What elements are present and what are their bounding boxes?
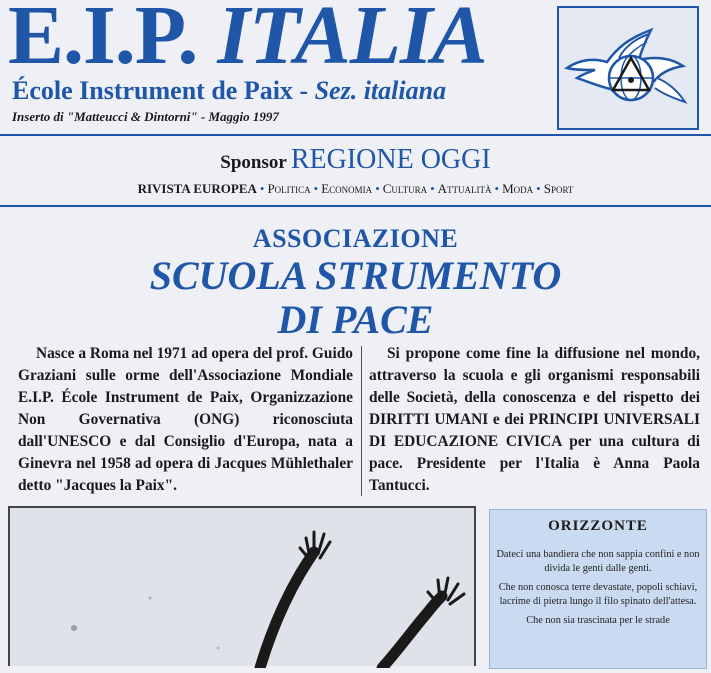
poem-box [489,509,707,669]
sponsor-name: REGIONE OGGI [290,144,491,175]
bullet-separator: • [313,181,319,196]
subtitle-section: Sez. italiana [314,76,447,105]
bullet-separator: • [375,181,380,196]
article-column-right: Si propone come fine la diffusione nel mondo, attraverso la scuola e gli organismi responsabili delle Società, della conoscenza e del rispetto dei DIRITTI UMANI e dei PRINCIPI UNIVERSALI DI EDUCAZIONE CIVICA per una cultura di pace. Presidente per l'Italia è Anna Paola Tantucci. [369,345,700,494]
article-kicker: ASSOCIAZIONE [252,224,459,253]
newspaper-title [8,0,487,82]
sponsor-rule [0,205,711,207]
article-column-left: Nasce a Roma nel 1971 ad opera del prof. Guido Graziani sulle orme dell'Associazione Mondiale E.I.P. École Instrument de Paix, Organizzazione Non Governativa (ONG) riconosciuta dall'UNESCO e dal Consiglio d'Europa, nata a Ginevra nel 1958 ad opera di Jacques Mühlethaler detto "Jacques la Paix". [18,345,353,494]
right-arm [382,596,442,668]
masthead [0,0,711,130]
dove-globe-logo-icon [559,8,697,128]
left-arm [260,552,314,668]
photo-speck [148,596,151,599]
topic-item: Sport [543,181,574,196]
subtitle-main: École Instrument de Paix - [12,76,309,105]
title-eip: E.I.P. [8,0,198,82]
bullet-separator: • [430,181,435,196]
bullet-separator: • [259,181,265,196]
poem-stanza: Dateci una bandiera che non sappia confini e non divida le genti dalle genti. [496,549,700,574]
bullet-separator: • [494,181,500,196]
headline-line-1: SCUOLA STRUMENTO [149,253,562,298]
logo-center-dot [628,77,634,83]
title-italia: ITALIA [217,0,487,82]
photo-speck [71,625,77,631]
topics-line [0,181,711,197]
masthead-rule [0,134,711,136]
topic-item: Cultura [382,181,428,196]
sponsor-label: Sponsor [220,152,287,173]
headline-line-2: DI PACE [277,297,434,342]
topic-item: Attualità [437,181,492,196]
column-divider [361,346,362,496]
logo-frame [557,6,699,130]
poem-stanza: Che non conosca terre devastate, popoli schiavi, lacrime di pietra lungo il filo spinato dell'attesa. [498,582,698,607]
article-headline [0,254,711,342]
topic-item: Politica [267,181,311,196]
topic-item: Economia [321,181,373,196]
poem-body [496,548,700,634]
magazine-name: RIVISTA EUROPEA [137,181,257,196]
dove-tail [655,78,685,102]
insert-line: Inserto di "Matteucci & Dintorni" - Maggio 1997 [12,109,279,124]
sponsor-line [0,145,711,179]
bullet-separator: • [536,181,541,196]
newspaper-subtitle [12,76,446,106]
poem-stanza: Che non sia trascinata per le strade [526,615,670,626]
right-hand [428,578,464,604]
poem-title: ORIZZONTE [548,518,648,534]
photo-frame [8,506,476,666]
topic-item: Moda [502,181,534,196]
raised-arms-photo [10,508,474,668]
photo-speck [217,647,220,650]
